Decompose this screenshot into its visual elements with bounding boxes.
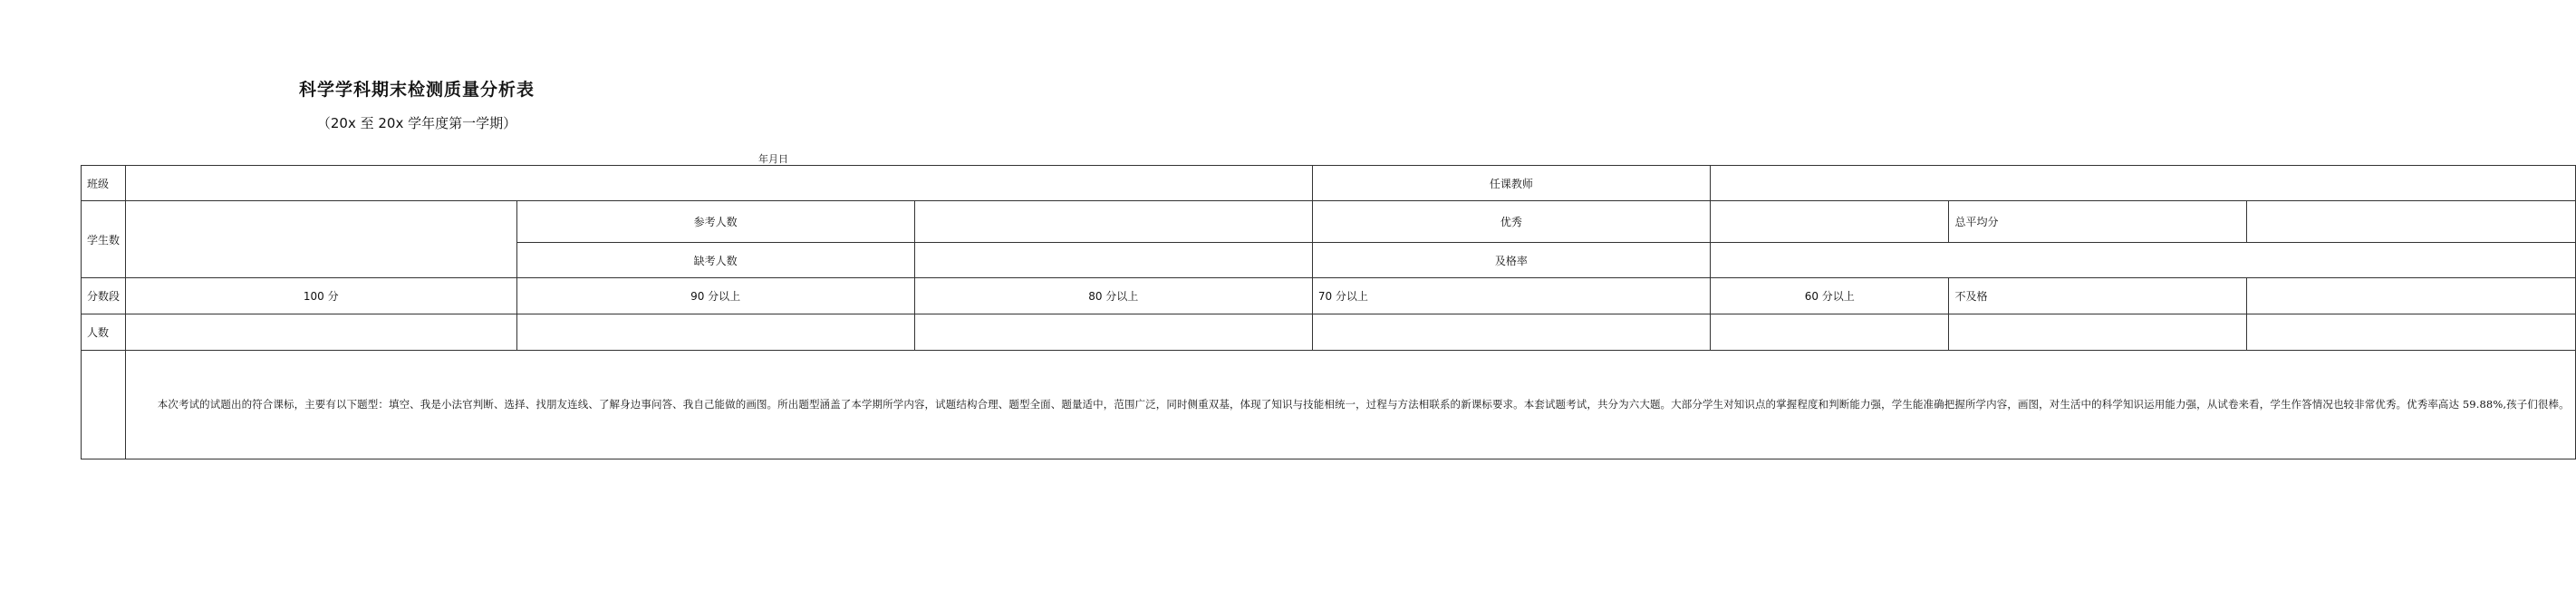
students-label: 学生数 xyxy=(82,201,126,278)
band-extra-cell xyxy=(2246,278,2575,314)
count-60-cell[interactable] xyxy=(1711,314,1949,351)
analysis-table xyxy=(81,165,2576,459)
band-fail: 不及格 xyxy=(1949,278,2246,314)
count-100-cell[interactable] xyxy=(126,314,517,351)
band-60: 60 分以上 xyxy=(1711,278,1949,314)
table-row xyxy=(82,314,2576,351)
band-80: 80 分以上 xyxy=(914,278,1312,314)
count-90-cell[interactable] xyxy=(516,314,914,351)
score-band-label: 分数段 xyxy=(82,278,126,314)
band-70: 70 分以上 xyxy=(1312,278,1710,314)
teacher-label: 任课教师 xyxy=(1312,166,1710,201)
page-title: 科学学科期末检测质量分析表 xyxy=(298,80,535,100)
count-70-cell[interactable] xyxy=(1312,314,1710,351)
absent-label: 缺考人数 xyxy=(516,243,914,278)
page-subtitle: （20x 至 20x 学年度第一学期） xyxy=(316,115,517,131)
average-value-cell[interactable] xyxy=(2246,201,2575,243)
absent-value-cell[interactable] xyxy=(914,243,1312,278)
count-extra-cell[interactable] xyxy=(2246,314,2575,351)
count-fail-cell[interactable] xyxy=(1949,314,2246,351)
students-value-cell[interactable] xyxy=(126,201,517,278)
table-row xyxy=(82,278,2576,314)
excellent-label: 优秀 xyxy=(1312,201,1710,243)
table-row xyxy=(82,351,2576,459)
count-80-cell[interactable] xyxy=(914,314,1312,351)
band-100: 100 分 xyxy=(126,278,517,314)
teacher-value-cell[interactable] xyxy=(1711,166,2576,201)
pass-rate-label: 及格率 xyxy=(1312,243,1710,278)
pass-rate-value-cell[interactable] xyxy=(1711,243,2576,278)
average-label: 总平均分 xyxy=(1949,201,2246,243)
summary-text: 本次考试的试题出的符合课标，主要有以下题型：填空、我是小法官判断、选择、找朋友连线、了解身边事问答、我自己能做的画图。所出题型涵盖了本学期所学内容，试题结构合理、题型全面、题量适中，范围广泛，同时侧重双基，体现了知识与技能相统一，过程与方法相联系的新课标要求。本套试题考试，共分为六大题。大部分学生对知识点的掌握程度和判断能力强，学生能准确把握所学内容，画图，对生活中的科学知识运用能力强，从试卷来看，学生作答情况也较非常优秀。优秀率高达 59.88%,孩子们很棒。 xyxy=(126,351,2576,459)
band-90: 90 分以上 xyxy=(516,278,914,314)
table-row xyxy=(82,166,2576,201)
class-value-cell[interactable] xyxy=(126,166,1313,201)
participants-value-cell[interactable] xyxy=(914,201,1312,243)
excellent-value-cell[interactable] xyxy=(1711,201,1949,243)
count-label: 人数 xyxy=(82,314,126,351)
participants-label: 参考人数 xyxy=(516,201,914,243)
class-label: 班级 xyxy=(82,166,126,201)
summary-label-cell xyxy=(82,351,126,459)
date-label: 年月日 xyxy=(758,153,788,165)
table-row xyxy=(82,201,2576,243)
